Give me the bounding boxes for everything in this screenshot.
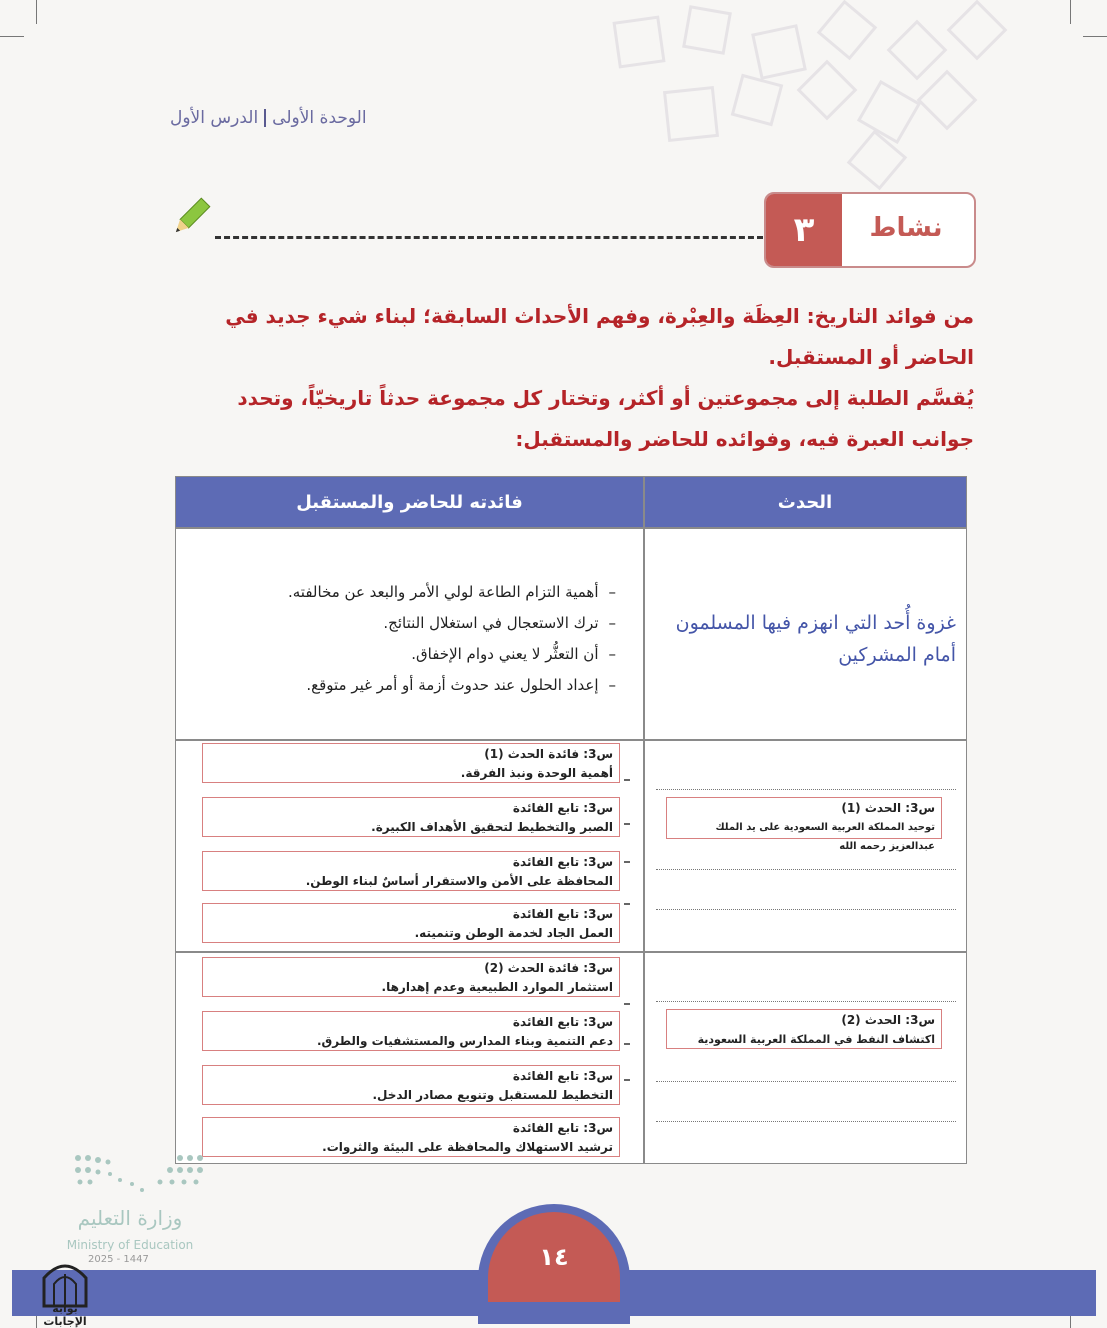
activity-number: ٣ [766,194,842,266]
answer-benefit[interactable]: س3: تابع الفائدة دعم التنمية وبناء المدارس والمستشفيات والطرق. [202,1011,620,1051]
header-event: الحدث [777,491,833,513]
answer-event-1[interactable]: س3: الحدث (1) توحيد المملكة العربية السعودية على يد الملك عبدالعزيز رحمه الله [666,797,942,839]
answer-line [656,1001,956,1002]
activity-label: نشاط [869,213,943,243]
row-divider [176,739,966,741]
intro-line-1: من فوائد التاريخ: العِظَة والعِبْرة، وفهم الأحداث السابقة؛ لبناء شيء جديد في الحاضر أو المستقبل. [225,304,974,369]
ministry-name-en: Ministry of Education [66,1238,194,1252]
ministry-dots-icon [70,1150,210,1200]
header-benefit: فائدته للحاضر والمستقبل [296,491,523,513]
list-dash [624,1003,630,1005]
example-event: غزوة أُحد التي انهزم فيها المسلمون أمام المشركين [675,612,956,666]
watermark-text: بوابة الإجابات [43,1302,87,1328]
answer-benefit[interactable]: س3: فائدة الحدث (1) أهمية الوحدة ونبذ الفرقة. [202,743,620,783]
answer-benefit[interactable]: س3: تابع الفائدة العمل الجاد لخدمة الوطن وتنميته. [202,903,620,943]
header-separator [264,109,266,127]
answer-line [656,789,956,790]
benefit-item: –ترك الاستعجال في استغلال النتائج. [383,614,616,632]
answer-benefit[interactable]: س3: تابع الفائدة التخطيط للمستقبل وتنويع مصادر الدخل. [202,1065,620,1105]
answer-benefit[interactable]: س3: تابع الفائدة ترشيد الاستهلاك والمحافظة على البيئة والثروات. [202,1117,620,1157]
crop-mark [1083,36,1107,37]
unit-title: الوحدة الأولى [272,108,367,128]
crop-mark [1070,0,1071,24]
page-number: ١٤ [488,1212,620,1302]
lesson-title: الدرس الأول [170,108,259,128]
row-divider [176,951,966,953]
list-dash [624,903,630,905]
list-dash [624,1079,630,1081]
benefit-item: –أن التعثُّر لا يعني دوام الإخفاق. [411,645,616,663]
ministry-logo [60,1150,220,1270]
decorative-pattern [607,0,1047,200]
column-divider [643,477,645,1163]
answer-line [656,1121,956,1122]
activity-instructions [168,296,974,460]
row-divider [176,527,966,529]
pencil-icon [168,196,212,240]
crop-mark [36,0,37,24]
answer-benefit[interactable]: س3: فائدة الحدث (2) استثمار الموارد الطبيعية وعدم إهدارها. [202,957,620,997]
unit-lesson-header [170,108,367,128]
benefit-item: –أهمية التزام الطاعة لولي الأمر والبعد عن مخالفته. [288,583,616,601]
answer-benefit[interactable]: س3: تابع الفائدة الصبر والتخطيط لتحقيق الأهداف الكبيرة. [202,797,620,837]
crop-mark [0,36,24,37]
intro-line-2: يُقسَّم الطلبة إلى مجموعتين أو أكثر، وتختار كل مجموعة حدثاً تاريخيّاً، وتحدد جوانب العبرة فيه، وفوائده للحاضر والمستقبل: [237,386,974,451]
activity-table [175,476,967,1164]
list-dash [624,823,630,825]
answer-line [656,869,956,870]
list-dash [624,779,630,781]
dashed-divider [215,236,763,239]
answer-benefit[interactable]: س3: تابع الفائدة المحافظة على الأمن والاستقرار أساسٌ لبناء الوطن. [202,851,620,891]
ministry-name-ar: وزارة التعليم [77,1206,183,1230]
list-dash [624,1043,630,1045]
example-benefits [216,577,616,701]
answer-event-2[interactable]: س3: الحدث (2) اكتشاف النفط في المملكة العربية السعودية [666,1009,942,1049]
benefit-item: –إعداد الحلول عند حدوث أزمة أو أمر غير متوقع. [306,676,616,694]
answer-line [656,1081,956,1082]
edition-year: 2025 - 1447 [88,1254,149,1265]
list-dash [624,861,630,863]
table-header [176,477,966,527]
answer-line [656,909,956,910]
